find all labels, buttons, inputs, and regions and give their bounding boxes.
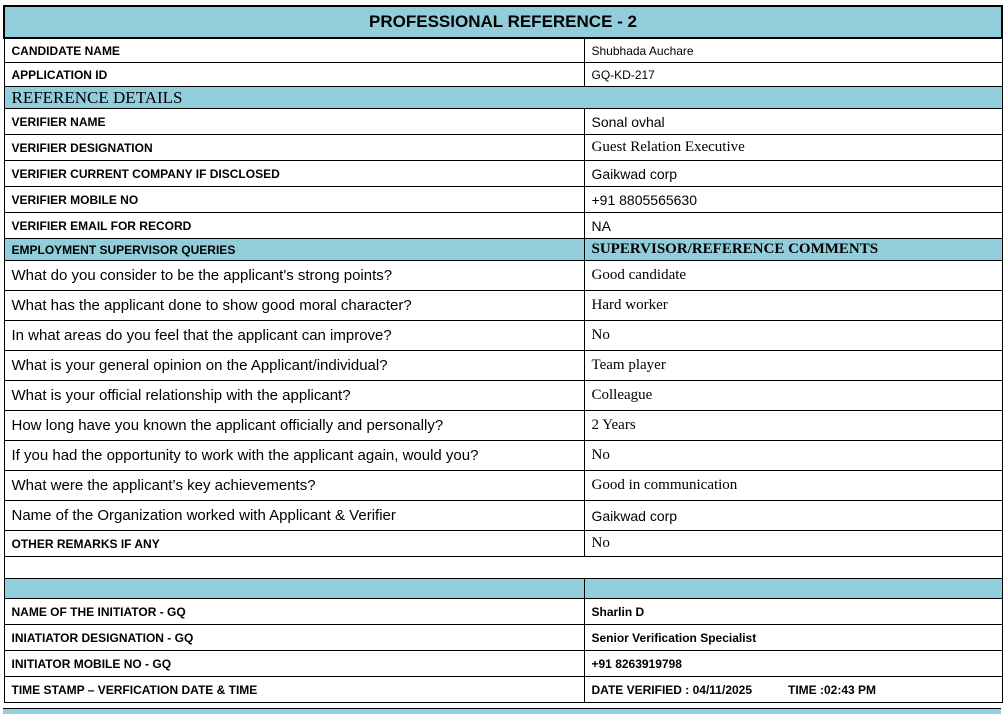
spacer-row (4, 557, 1002, 579)
queries-header: EMPLOYMENT SUPERVISOR QUERIES (4, 239, 584, 261)
query-answer: Good candidate (584, 261, 1002, 291)
other-remarks-label: OTHER REMARKS IF ANY (4, 531, 584, 557)
query-row (4, 351, 1002, 381)
initiator-name-value: Sharlin D (584, 599, 1002, 625)
query-row (4, 441, 1002, 471)
initiator-mobile-value: +91 8263919798 (584, 651, 1002, 677)
verifier-name-value: Sonal ovhal (584, 109, 1002, 135)
query-answer: Colleague (584, 381, 1002, 411)
query-row (4, 261, 1002, 291)
candidate-name-value: Shubhada Auchare (584, 38, 1002, 63)
other-remarks-value: No (584, 531, 1002, 557)
verifier-mobile-label: VERIFIER MOBILE NO (4, 187, 584, 213)
time-verified: TIME :02:43 PM (788, 682, 877, 697)
verifier-designation-value: Guest Relation Executive (584, 135, 1002, 161)
divider-band-left (4, 579, 584, 599)
initiator-name-label: NAME OF THE INITIATOR - GQ (4, 599, 584, 625)
comments-header: SUPERVISOR/REFERENCE COMMENTS (584, 239, 1002, 261)
query-row (4, 411, 1002, 441)
verifier-company-label: VERIFIER CURRENT COMPANY IF DISCLOSED (4, 161, 584, 187)
reference-details-heading: REFERENCE DETAILS (4, 87, 1002, 109)
query-answer: No (584, 321, 1002, 351)
candidate-name-label: CANDIDATE NAME (4, 38, 584, 63)
initiator-designation-label: INIATIATOR DESIGNATION - GQ (4, 625, 584, 651)
query-row (4, 471, 1002, 501)
query-question: How long have you known the applicant officially and personally? (4, 411, 584, 441)
verifier-designation-label: VERIFIER DESIGNATION (4, 135, 584, 161)
query-row (4, 381, 1002, 411)
query-answer: 2 Years (584, 411, 1002, 441)
initiator-mobile-label: INITIATOR MOBILE NO - GQ (4, 651, 584, 677)
query-question: What is your general opinion on the Applicant/individual? (4, 351, 584, 381)
timestamp-value (584, 677, 1002, 703)
query-question: What do you consider to be the applicant's strong points? (4, 261, 584, 291)
query-answer: Hard worker (584, 291, 1002, 321)
verifier-name-label: VERIFIER NAME (4, 109, 584, 135)
query-question: What is your official relationship with the applicant? (4, 381, 584, 411)
query-question: What has the applicant done to show good moral character? (4, 291, 584, 321)
query-answer: Team player (584, 351, 1002, 381)
query-answer: Gaikwad corp (584, 501, 1002, 531)
divider-band-right (584, 579, 1002, 599)
query-question: In what areas do you feel that the applicant can improve? (4, 321, 584, 351)
query-row (4, 501, 1002, 531)
professional-reference-form (3, 5, 1003, 703)
date-verified: DATE VERIFIED : 04/11/2025 (591, 682, 753, 697)
verifier-email-value: NA (584, 213, 1002, 239)
form-title: PROFESSIONAL REFERENCE - 2 (4, 6, 1002, 38)
query-answer: No (584, 441, 1002, 471)
verifier-mobile-value: +91 8805565630 (584, 187, 1002, 213)
query-row (4, 291, 1002, 321)
timestamp-label: TIME STAMP – VERFICATION DATE & TIME (4, 677, 584, 703)
query-answer: Good in communication (584, 471, 1002, 501)
query-question: What were the applicant’s key achievements? (4, 471, 584, 501)
bottom-band (3, 708, 1001, 714)
query-question: Name of the Organization worked with Applicant & Verifier (4, 501, 584, 531)
query-question: If you had the opportunity to work with the applicant again, would you? (4, 441, 584, 471)
application-id-label: APPLICATION ID (4, 63, 584, 87)
verifier-email-label: VERIFIER EMAIL FOR RECORD (4, 213, 584, 239)
initiator-designation-value: Senior Verification Specialist (584, 625, 1002, 651)
query-row (4, 321, 1002, 351)
application-id-value: GQ-KD-217 (584, 63, 1002, 87)
verifier-company-value: Gaikwad corp (584, 161, 1002, 187)
